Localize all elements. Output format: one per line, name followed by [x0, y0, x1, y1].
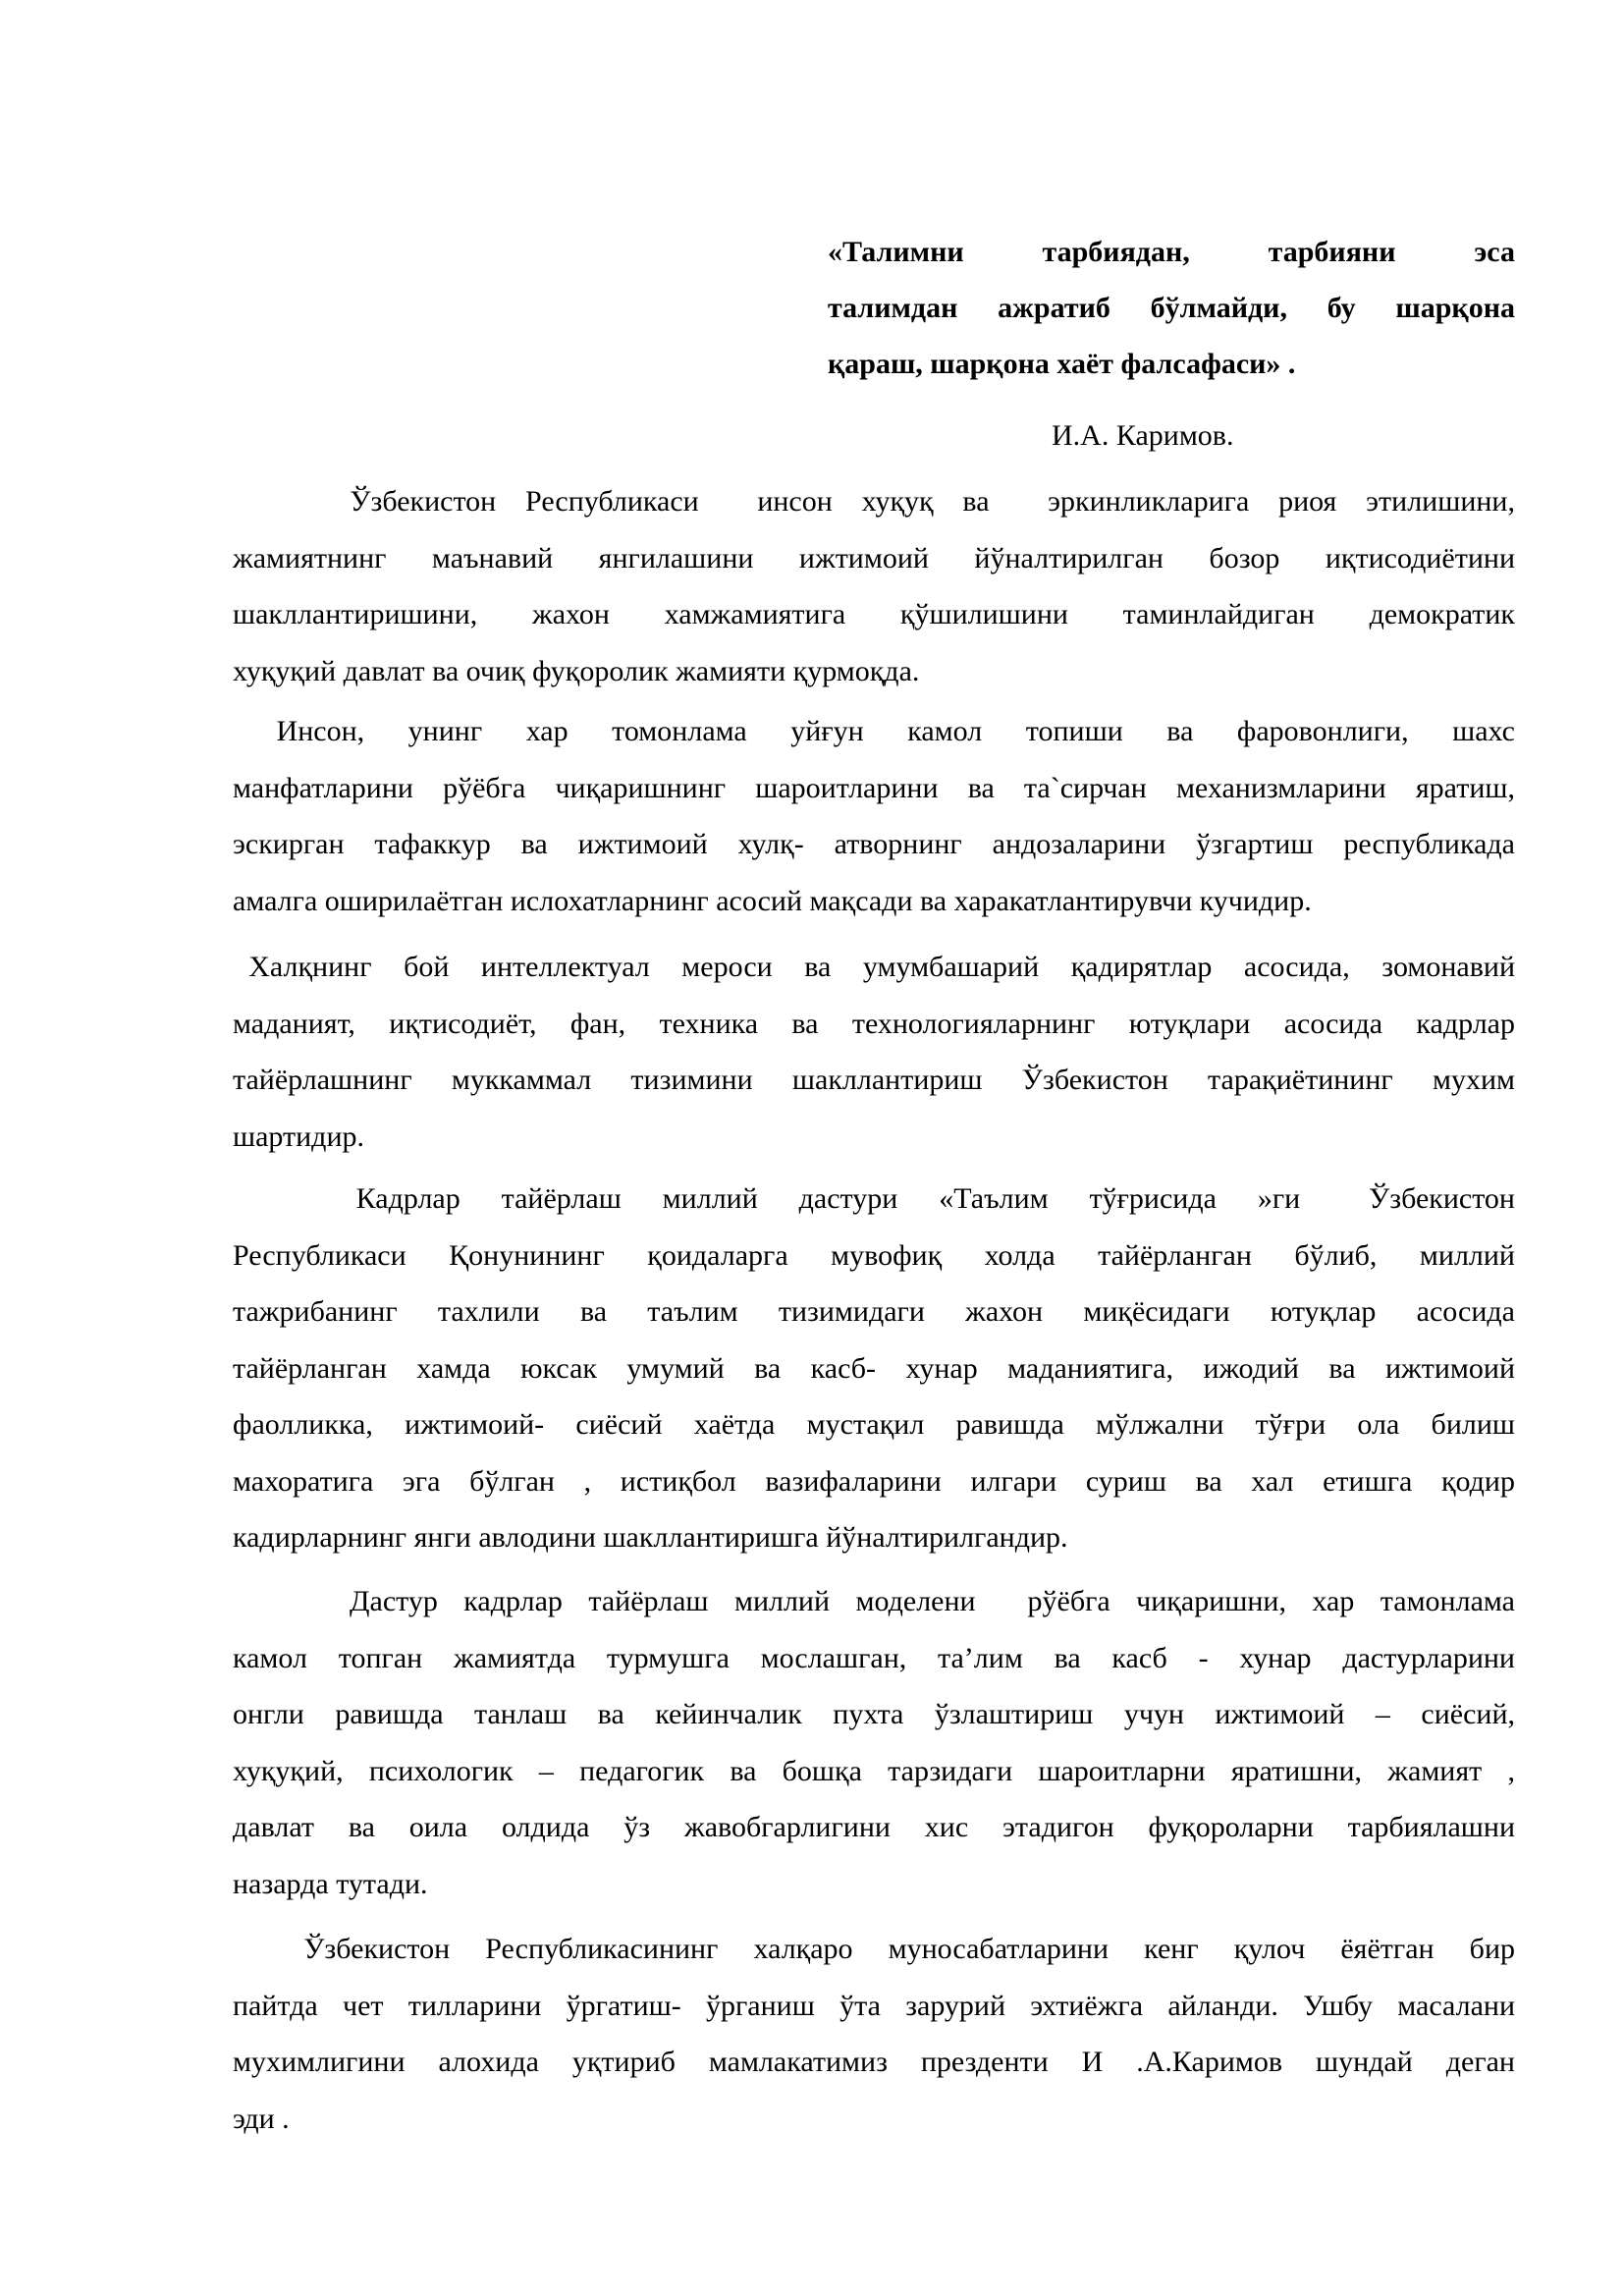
paragraph-line: Ўзбекистон Республикаси инсон хуқуқ ва эркинликларига риоя этилишини,: [233, 485, 1515, 518]
paragraph-line: маданият, иқтисодиёт, фан, техника ва технологияларнинг ютуқлари асосида кадрлар: [233, 1007, 1515, 1040]
paragraph-line: тайёрлашнинг муккаммал тизимини шакллантириш Ўзбекистон тарақиётининг мухим: [233, 1064, 1515, 1096]
paragraph-line: тажрибанинг тахлили ва таълим тизимидаги жахон миқёсидаги ютуқлар асосида: [233, 1295, 1515, 1328]
paragraph-line: Дастур кадрлар тайёрлаш миллий моделени рўёбга чиқаришни, хар тамонлама: [233, 1585, 1515, 1617]
paragraph-line: манфатларини рўёбга чиқаришнинг шароитларини ва та`сирчан механизмларини яратиш,: [233, 771, 1515, 804]
paragraph: [233, 703, 1515, 929]
paragraph: [233, 1171, 1515, 1566]
paragraph-line: назарда тутади.: [233, 1867, 428, 1900]
paragraph-line: амалга оширилаётган ислохатларнинг асосий мақсади ва харакатлантирувчи кучидир.: [233, 884, 1312, 917]
paragraph-line: Республикаси Қонунининг қоидаларга мувофиқ холда тайёрланган бўлиб, миллий: [233, 1238, 1515, 1272]
paragraph-line: фаолликка, ижтимоий- сиёсий хаётда мустақил равишда мўлжални тўғри ола билиш: [233, 1408, 1515, 1441]
paragraph: [233, 939, 1515, 1165]
paragraph-line: жамиятнинг маънавий янгилашини ижтимоий йўналтирилган бозор иқтисодиётини: [233, 541, 1515, 574]
paragraph-line: махоратига эга бўлган , истиқбол вазифаларини илгари суриш ва хал етишга қодир: [233, 1464, 1515, 1498]
paragraph-line: хуқуқий давлат ва очиқ фуқоролик жамияти қурмоқда.: [233, 654, 920, 687]
epigraph-quote: [828, 224, 1515, 392]
paragraph-line: тайёрланган хамда юксак умумий ва касб- хунар маданиятига, ижодий ва ижтимоий: [233, 1351, 1515, 1385]
paragraph: [233, 1573, 1515, 1912]
paragraph: [233, 473, 1515, 699]
epigraph-line: талимдан ажратиб бўлмайди, бу шарқона: [828, 292, 1515, 324]
paragraph-line: эскирган тафаккур ва ижтимоий хулқ- атворнинг андозаларини ўзгартиш республикада: [233, 828, 1515, 860]
paragraph-line: кадирларнинг янги авлодини шакллантиришга йўналтирилгандир.: [233, 1521, 1068, 1554]
epigraph-author: И.А. Каримов.: [1052, 419, 1234, 452]
paragraph-line: мухимлигини алохида уқтириб мамлакатимиз презденти И .А.Каримов шундай деган: [233, 2046, 1515, 2078]
paragraph-line: Халқнинг бой интеллектуал мероси ва умумбашарий қадирятлар асосида, зомонавий: [233, 951, 1515, 983]
epigraph-line: қараш, шарқона хаёт фалсафаси» .: [828, 348, 1296, 380]
paragraph-line: хуқуқий, психологик – педагогик ва бошқа тарзидаги шароитларни яратишни, жамият ,: [233, 1754, 1515, 1787]
paragraph-line: давлат ва оила олдида ўз жавобгарлигини хис этадигон фуқороларни тарбиялашни: [233, 1811, 1515, 1843]
paragraph-line: шартидир.: [233, 1120, 365, 1153]
paragraph-line: эди .: [233, 2102, 290, 2135]
paragraph-line: пайтда чет тилларини ўргатиш- ўрганиш ўта зарурий эхтиёжга айланди. Ушбу масалани: [233, 1989, 1515, 2022]
paragraph-line: Кадрлар тайёрлаш миллий дастури «Таълим тўғрисида »ги Ўзбекистон: [233, 1182, 1515, 1215]
paragraph: [233, 1921, 1515, 2147]
paragraph-line: Ўзбекистон Республикасининг халқаро муносабатларини кенг қулоч ёяётган бир: [233, 1933, 1515, 1965]
paragraph-line: онгли равишда танлаш ва кейинчалик пухта ўзлаштириш учун ижтимоий – сиёсий,: [233, 1698, 1515, 1730]
paragraph-line: Инсон, унинг хар томонлама уйғун камол топиши ва фаровонлиги, шахс: [233, 715, 1515, 747]
paragraph-line: шакллантиришини, жахон хамжамиятига қўшилишини таминлайдиган демократик: [233, 598, 1515, 630]
epigraph-line: «Талимни тарбиядан, тарбияни эса: [828, 236, 1515, 268]
paragraph-line: камол топган жамиятда турмушга мослашган, та’лим ва касб - хунар дастурларини: [233, 1641, 1515, 1674]
